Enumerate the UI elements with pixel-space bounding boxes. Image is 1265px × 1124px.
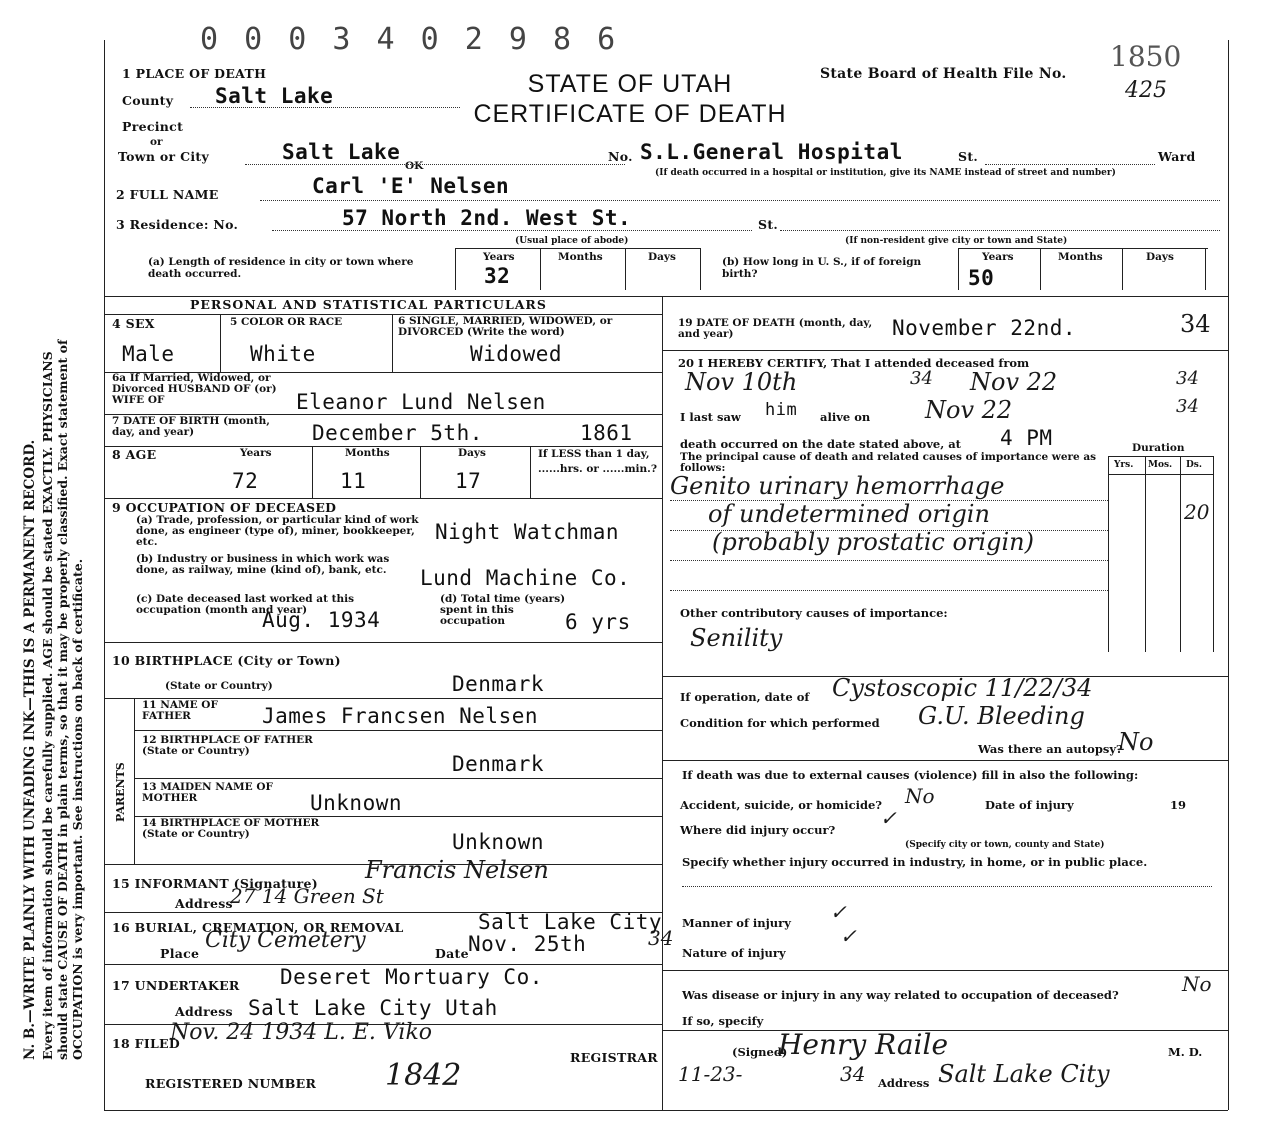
right-border bbox=[1228, 40, 1229, 1110]
age-years-header: Years bbox=[240, 447, 272, 459]
sex-value: Male bbox=[122, 342, 175, 366]
marital-value: Widowed bbox=[470, 342, 563, 366]
nature-injury-check: ✓ bbox=[840, 924, 857, 948]
no-label: No. bbox=[608, 149, 633, 164]
a-years-header: Years bbox=[483, 251, 515, 263]
last-saw-him: him bbox=[765, 400, 798, 420]
yrs-header: Yrs. bbox=[1114, 460, 1134, 470]
last-saw-label: I last saw bbox=[680, 410, 741, 424]
nonresident-note: (If non-resident give city or town and State) bbox=[845, 236, 1068, 246]
date-of-injury-label: Date of injury bbox=[985, 798, 1074, 812]
attended-to-year: 34 bbox=[1176, 368, 1199, 389]
accident-value: No bbox=[905, 784, 935, 808]
occupation-a-label: (a) Trade, profession, or particular kind of work done, as engineer (type of), miner, bookkeeper, etc. bbox=[136, 514, 419, 548]
age-days: 17 bbox=[455, 469, 482, 493]
nature-injury-label: Nature of injury bbox=[682, 946, 786, 960]
burial-city: Salt Lake City bbox=[478, 910, 663, 934]
where-injury-note: (Specify city or town, county and State) bbox=[905, 840, 1105, 850]
death-time: 4 PM bbox=[1000, 426, 1053, 450]
undertaker-value: Deseret Mortuary Co. bbox=[280, 965, 543, 989]
cause-duration-days: 20 bbox=[1184, 500, 1210, 524]
condition-value: G.U. Bleeding bbox=[918, 702, 1085, 730]
burial-year: 34 bbox=[648, 926, 674, 950]
mother-birthplace-label: 14 BIRTHPLACE OF MOTHER (State or Country) bbox=[142, 817, 320, 840]
ok-mark: OK bbox=[405, 160, 424, 172]
length-residence-label: (a) Length of residence in city or town where death occurred. bbox=[148, 256, 414, 280]
b-months-header: Months bbox=[1058, 251, 1103, 263]
contributory-label: Other contributory causes of importance: bbox=[680, 606, 948, 620]
attended-from-year: 34 bbox=[910, 368, 933, 389]
mother-birthplace-value: Unknown bbox=[452, 830, 545, 854]
date-of-injury-19: 19 bbox=[1170, 798, 1187, 812]
full-name-label: 2 FULL NAME bbox=[116, 187, 219, 202]
autopsy-value: No bbox=[1118, 728, 1154, 756]
attended-from: Nov 10th bbox=[685, 368, 798, 396]
where-injury-label: Where did injury occur? bbox=[680, 823, 836, 837]
attended-to: Nov 22 bbox=[970, 368, 1058, 396]
occupation-value: Night Watchman bbox=[435, 520, 620, 544]
sex-label: 4 SEX bbox=[112, 316, 155, 331]
manner-injury-label: Manner of injury bbox=[682, 916, 791, 930]
registered-number-label: REGISTERED NUMBER bbox=[145, 1076, 317, 1091]
full-name-value: Carl 'E' Nelsen bbox=[312, 174, 510, 198]
father-label: 11 NAME OF FATHER bbox=[142, 699, 218, 722]
town-label: Town or City bbox=[118, 149, 210, 164]
st-label: St. bbox=[958, 149, 979, 164]
occupation-label: 9 OCCUPATION OF DECEASED bbox=[112, 500, 337, 515]
external-causes-label: If death was due to external causes (violence) fill in also the following: bbox=[682, 768, 1139, 782]
town-value: Salt Lake bbox=[282, 140, 401, 164]
margin-instruction-1: N. B.—WRITE PLAINLY WITH UNFADING INK—THIS IS A PERMANENT RECORD. bbox=[22, 439, 38, 1060]
less-than-label: If LESS than 1 day, ......hrs. or ......min.? bbox=[538, 448, 657, 475]
us-years: 50 bbox=[968, 266, 995, 290]
registered-number: 1842 bbox=[385, 1058, 462, 1093]
or-label: or bbox=[150, 136, 163, 148]
signature-year: 34 bbox=[840, 1062, 866, 1086]
informant-label: 15 INFORMANT (Signature) bbox=[112, 876, 318, 891]
accident-label: Accident, suicide, or homicide? bbox=[680, 798, 883, 812]
spouse-label: 6a If Married, Widowed, or Divorced HUSBAND OF (or) WIFE OF bbox=[112, 372, 277, 406]
age-label: 8 AGE bbox=[112, 447, 157, 462]
ward-label: Ward bbox=[1158, 149, 1196, 164]
place-of-death-label: 1 PLACE OF DEATH bbox=[122, 66, 267, 81]
informant-address-label: Address bbox=[175, 896, 233, 911]
birthplace-value: Denmark bbox=[452, 672, 545, 696]
color-value: White bbox=[250, 342, 316, 366]
file-no-sub: 425 bbox=[1125, 78, 1167, 103]
operation-value: Cystoscopic 11/22/34 bbox=[832, 674, 1093, 702]
last-saw-year: 34 bbox=[1176, 396, 1199, 417]
last-worked-value: Aug. 1934 bbox=[262, 608, 381, 632]
related-occupation-label: Was disease or injury in any way related to occupation of deceased? bbox=[682, 988, 1119, 1002]
specify-injury-label: Specify whether injury occurred in industry, in home, or in public place. bbox=[682, 855, 1148, 869]
date-of-death-year: 34 bbox=[1180, 310, 1211, 338]
contributory-value: Senility bbox=[690, 624, 783, 652]
serial-number: 0 0 0 3 4 0 2 9 8 6 bbox=[200, 22, 620, 57]
total-time-label: (d) Total time (years) spent in this occupation bbox=[440, 593, 566, 627]
residence-label: 3 Residence: No. bbox=[116, 217, 239, 232]
undertaker-label: 17 UNDERTAKER bbox=[112, 978, 240, 993]
burial-date-label: Date bbox=[435, 946, 469, 961]
marital-label: 6 SINGLE, MARRIED, WIDOWED, or DIVORCED (Write the word) bbox=[398, 315, 613, 338]
signature-date: 11-23- bbox=[678, 1062, 743, 1086]
cause-3: (probably prostatic origin) bbox=[712, 528, 1034, 556]
mother-label: 13 MAIDEN NAME OF MOTHER bbox=[142, 781, 273, 804]
b-days-header: Days bbox=[1146, 251, 1174, 263]
precinct-label: Precinct bbox=[122, 119, 184, 134]
birthplace-label: 10 BIRTHPLACE (City or Town) bbox=[112, 653, 341, 668]
mos-header: Mos. bbox=[1148, 460, 1173, 470]
signed-label: (Signed) bbox=[732, 1045, 788, 1059]
county-label: County bbox=[122, 93, 174, 108]
informant-signature: Francis Nelsen bbox=[365, 856, 549, 884]
bottom-border bbox=[104, 1110, 1228, 1111]
date-of-death-label: 19 DATE OF DEATH (month, day, and year) bbox=[678, 317, 873, 340]
margin-instruction-3: should state CAUSE OF DEATH in plain terms, so that it may be properly classified. Exact statement of bbox=[55, 339, 70, 1060]
burial-place-label: Place bbox=[160, 946, 200, 961]
birthplace-state-label: (State or Country) bbox=[165, 680, 273, 692]
manner-injury-check: ✓ bbox=[830, 900, 847, 924]
physician-address-label: Address bbox=[878, 1076, 930, 1090]
last-saw-date: Nov 22 bbox=[925, 396, 1013, 424]
operation-label: If operation, date of bbox=[680, 690, 810, 704]
father-value: James Francsen Nelsen bbox=[262, 704, 539, 728]
cause-1: Genito urinary hemorrhage bbox=[670, 472, 1005, 500]
where-injury-check: ✓ bbox=[880, 806, 897, 830]
age-years: 72 bbox=[232, 469, 259, 493]
md-label: M. D. bbox=[1168, 1045, 1203, 1059]
duration-header: Duration bbox=[1132, 442, 1185, 454]
filed-value: Nov. 24 1934 L. E. Viko bbox=[170, 1020, 433, 1045]
informant-address: 27 14 Green St bbox=[230, 884, 384, 908]
age-months: 11 bbox=[340, 469, 367, 493]
physician-signature: Henry Raile bbox=[778, 1028, 949, 1061]
date-of-death-value: November 22nd. bbox=[892, 316, 1077, 340]
undertaker-address-label: Address bbox=[175, 1004, 233, 1019]
cause-label: The principal cause of death and related causes of importance were as follows: bbox=[680, 451, 1097, 474]
dob-value: December 5th. bbox=[312, 421, 483, 445]
a-days-header: Days bbox=[648, 251, 676, 263]
if-so-label: If so, specify bbox=[682, 1014, 764, 1028]
margin-instruction-4: OCCUPATION is very important. See instructions on back of certificate. bbox=[70, 558, 85, 1060]
age-months-header: Months bbox=[345, 447, 390, 459]
dob-year: 1861 bbox=[580, 421, 633, 445]
parents-label: PARENTS bbox=[114, 762, 127, 822]
left-border bbox=[104, 40, 105, 1110]
death-occurred-label: death occurred on the date stated above, at bbox=[680, 437, 961, 451]
personal-heading: PERSONAL AND STATISTICAL PARTICULARS bbox=[190, 297, 547, 312]
hospital-note: (If death occurred in a hospital or institution, give its NAME instead of street and number) bbox=[655, 168, 1116, 178]
hospital-value: S.L.General Hospital bbox=[640, 140, 903, 164]
a-months-header: Months bbox=[558, 251, 603, 263]
state-title: STATE OF UTAH bbox=[527, 70, 733, 98]
file-no: 1850 bbox=[1110, 40, 1182, 73]
burial-label: 16 BURIAL, CREMATION, OR REMOVAL bbox=[112, 920, 404, 935]
father-birthplace-value: Denmark bbox=[452, 752, 545, 776]
spouse-value: Eleanor Lund Nelsen bbox=[296, 390, 546, 414]
cause-2: of undetermined origin bbox=[708, 500, 990, 528]
ds-header: Ds. bbox=[1186, 460, 1203, 470]
center-divider bbox=[662, 296, 663, 1110]
dob-label: 7 DATE OF BIRTH (month, day, and year) bbox=[112, 415, 270, 438]
residence-value: 57 North 2nd. West St. bbox=[342, 206, 632, 230]
registrar-label: REGISTRAR bbox=[570, 1050, 658, 1065]
related-occupation-value: No bbox=[1182, 972, 1212, 996]
burial-place: City Cemetery bbox=[205, 928, 366, 953]
certificate-title: CERTIFICATE OF DEATH bbox=[473, 100, 787, 128]
margin-instruction-2: Every item of information should be carefully supplied. AGE should be stated EXACTLY. PHYSICIANS bbox=[40, 351, 55, 1060]
b-years-header: Years bbox=[982, 251, 1014, 263]
undertaker-address: Salt Lake City Utah bbox=[248, 996, 498, 1020]
total-time-value: 6 yrs bbox=[565, 610, 631, 634]
father-birthplace-label: 12 BIRTHPLACE OF FATHER (State or Country) bbox=[142, 734, 313, 757]
autopsy-label: Was there an autopsy? bbox=[978, 742, 1123, 756]
industry-value: Lund Machine Co. bbox=[420, 566, 631, 590]
mother-value: Unknown bbox=[310, 791, 403, 815]
file-no-label: State Board of Health File No. bbox=[820, 66, 1067, 82]
color-label: 5 COLOR OR RACE bbox=[230, 316, 343, 328]
residence-years: 32 bbox=[484, 264, 511, 288]
certify-label: 20 I HEREBY CERTIFY, That I attended deceased from bbox=[678, 356, 1030, 370]
filed-label: 18 FILED bbox=[112, 1036, 181, 1051]
alive-on-label: alive on bbox=[820, 410, 871, 424]
us-residence-label: (b) How long in U. S., if of foreign birth? bbox=[722, 256, 922, 280]
industry-label: (b) Industry or business in which work was done, as railway, mine (kind of), bank, etc. bbox=[136, 553, 390, 576]
condition-label: Condition for which performed bbox=[680, 716, 880, 730]
last-worked-label: (c) Date deceased last worked at this occupation (month and year) bbox=[136, 593, 354, 616]
residence-st: St. bbox=[758, 217, 779, 232]
county-value: Salt Lake bbox=[215, 84, 334, 108]
burial-date: Nov. 25th bbox=[468, 932, 587, 956]
usual-abode-note: (Usual place of abode) bbox=[515, 236, 629, 246]
physician-address: Salt Lake City bbox=[938, 1060, 1110, 1088]
age-days-header: Days bbox=[458, 447, 486, 459]
